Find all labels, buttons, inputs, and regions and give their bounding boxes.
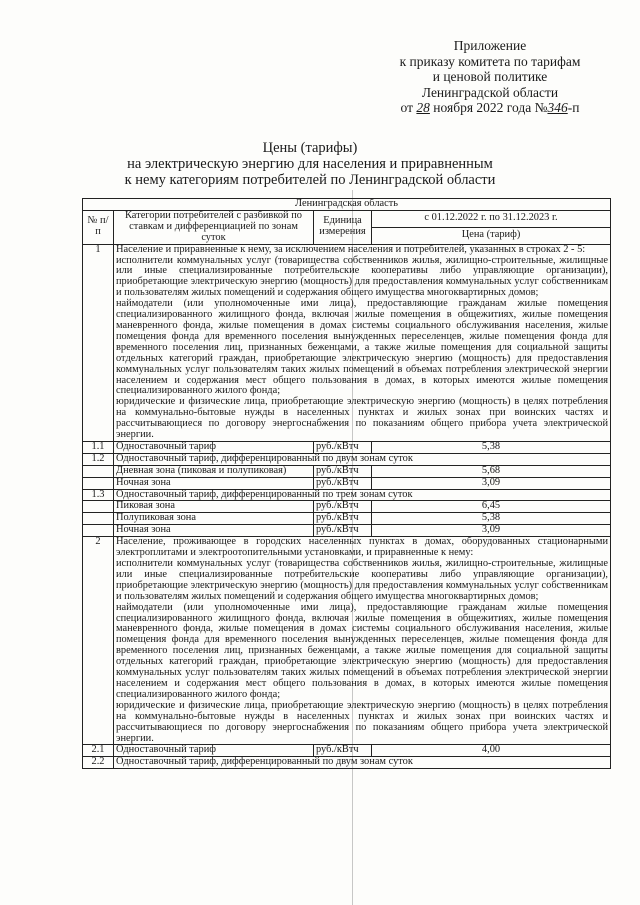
- scan-fold-line: [352, 190, 353, 905]
- unit-cell: руб./кВтч: [314, 745, 372, 757]
- row-number: 1.1: [83, 441, 114, 453]
- tariff-label: Одноставочный тариф: [114, 745, 314, 757]
- row-number: [83, 525, 114, 537]
- price-cell: 5,38: [372, 441, 611, 453]
- category-description: [114, 244, 611, 441]
- row-number: 1.3: [83, 489, 114, 501]
- table-row: [83, 465, 611, 477]
- price-cell: 6,45: [372, 501, 611, 513]
- table-row: [83, 501, 611, 513]
- table-row: [83, 453, 611, 465]
- price-cell: 3,09: [372, 525, 611, 537]
- tariff-group-label: Одноставочный тариф, дифференцированный по двум зонам суток: [114, 757, 611, 769]
- table-row: [83, 537, 611, 745]
- title-line: на электрическую энергию для населения и приравненным: [127, 156, 493, 172]
- tariff-label: Полупиковая зона: [114, 513, 314, 525]
- table-row: [83, 745, 611, 757]
- region-header: Ленинградская область: [83, 199, 611, 211]
- tariff-label: Одноставочный тариф: [114, 441, 314, 453]
- appendix-line: к приказу комитета по тарифам: [399, 53, 581, 69]
- appendix-header: [370, 38, 610, 116]
- description-paragraph: исполнители коммунальных услуг (товарищества собственников жилья, жилищно-строительные, жилищные или иные специализированные потребительские кооперативы либо управляющие организации), приобретающие электрическую энергию (мощность) для предоставления коммунальных услуг собственникам и пользователям жилых помещений и содержания общего имущества многоквартирных домов;: [116, 254, 609, 299]
- description-paragraph: исполнители коммунальных услуг (товарищества собственников жилья, жилищно-строительные, жилищные или иные специализированные потребительские кооперативы либо управляющие организации), приобретающие электрическую энергию (мощность) для предоставления коммунальных услуг собственникам и пользователям жилых помещений и содержания общего имущества многоквартирных домов;: [116, 558, 609, 602]
- table-row: [83, 489, 611, 501]
- title-line: Цены (тарифы): [262, 140, 358, 156]
- table-row: [83, 244, 611, 441]
- unit-cell: руб./кВтч: [314, 525, 372, 537]
- date-prefix: от: [400, 100, 414, 115]
- title-line: к нему категориям потребителей по Ленинградской области: [124, 172, 496, 188]
- tariff-group-label: Одноставочный тариф, дифференцированный по трем зонам суток: [114, 489, 611, 501]
- price-cell: 5,68: [372, 465, 611, 477]
- document-title: [100, 140, 520, 188]
- tariff-label: Ночная зона: [114, 525, 314, 537]
- table-row: [83, 525, 611, 537]
- tariff-label: Ночная зона: [114, 477, 314, 489]
- row-number: 2.2: [83, 757, 114, 769]
- table-row: [83, 477, 611, 489]
- column-header-number: № п/п: [83, 210, 114, 244]
- appendix-line: Приложение: [453, 38, 527, 53]
- description-paragraph: наймодатели (или уполномоченные ими лица), предоставляющие гражданам жилые помещения специализированного жилищного фонда, включая жилые помещения в общежитиях, жилые помещения маневренного фонда, жилые помещения в домах системы социального обслуживания населения, жилые помещения фонда для временного поселения вынужденных переселенцев, жилые помещения фонда для временного поселения лиц, признанных беженцами, а также жилые помещения для социальной защиты отдельных категорий граждан, приобретающие электрическую энергию (мощность) для предоставления коммунальных услуг пользователям таких жилых помещений в объемах потребления электрической энергии населением и содержания мест общего пользования в домах, в которых имеются жилые помещения специализированного жилого фонда;: [116, 298, 609, 397]
- price-cell: 4,00: [372, 745, 611, 757]
- tariff-table: [82, 198, 611, 769]
- row-number: 2.1: [83, 745, 114, 757]
- column-header-period: с 01.12.2022 г. по 31.12.2023 г.: [372, 210, 611, 227]
- description-paragraph: Население, проживающее в городских населенных пунктах в домах, оборудованных стационарными электроплитами и электроотопительными установками, и приравненные к нему:: [116, 536, 609, 559]
- row-number: [83, 501, 114, 513]
- column-header-unit: Единица измерения: [314, 210, 372, 244]
- description-paragraph: юридические и физические лица, приобретающие электрическую энергию (мощность) в целях потребления на коммунально-бытовые нужды в населенных пунктах и жилых зонах при воинских частях и рассчитывающиеся по договору энергоснабжения по показаниям общего прибора учета электрической энергии.: [116, 396, 609, 441]
- category-description: [114, 537, 611, 745]
- row-number: [83, 513, 114, 525]
- row-number: 1: [83, 244, 114, 441]
- unit-cell: руб./кВтч: [314, 465, 372, 477]
- appendix-line: и ценовой политике: [432, 69, 548, 84]
- date-day: 28: [416, 100, 430, 115]
- table-row: [83, 757, 611, 769]
- description-paragraph: юридические и физические лица, приобретающие электрическую энергию (мощность) в целях потребления на коммунально-бытовые нужды в населенных пунктах и жилых зонах при воинских частях и рассчитывающиеся по договору энергоснабжения по показаниям общего прибора учета электрической энергии.: [116, 699, 609, 744]
- row-number: [83, 477, 114, 489]
- table-row: [83, 513, 611, 525]
- price-cell: 5,38: [372, 513, 611, 525]
- row-number: [83, 465, 114, 477]
- description-paragraph: наймодатели (или уполномоченные ими лица), предоставляющие гражданам жилые помещения специализированного жилищного фонда, включая жилые помещения в общежитиях, жилые помещения маневренного фонда, жилые помещения в домах системы социального обслуживания населения, жилые помещения фонда для временного поселения вынужденных переселенцев, жилые помещения фонда для временного поселения лиц, признанных беженцами, а также жилые помещения для социальной защиты отдельных категорий граждан, приобретающие электрическую энергию (мощность) для предоставления коммунальных услуг пользователям таких жилых помещений в объемах потребления электрической энергии населением и содержания мест общего пользования в домах, в которых имеются жилые помещения специализированного жилого фонда;: [116, 601, 609, 700]
- unit-cell: руб./кВтч: [314, 513, 372, 525]
- row-number: 1.2: [83, 453, 114, 465]
- description-paragraph: Население и приравненные к нему, за исключением населения и потребителей, указанных в строках 2 - 5:: [116, 243, 586, 255]
- unit-cell: руб./кВтч: [314, 477, 372, 489]
- order-number: 346: [547, 100, 568, 115]
- column-header-price: Цена (тариф): [372, 227, 611, 244]
- unit-cell: руб./кВтч: [314, 501, 372, 513]
- column-header-category: Категории потребителей с разбивкой по ставкам и дифференциацией по зонам суток: [114, 210, 314, 244]
- order-date-line: [370, 100, 610, 116]
- date-rest: ноября 2022 года №: [433, 100, 548, 115]
- appendix-line: Ленинградской области: [421, 84, 559, 100]
- table-row: [83, 441, 611, 453]
- row-number: 2: [83, 537, 114, 745]
- price-cell: 3,09: [372, 477, 611, 489]
- unit-cell: руб./кВтч: [314, 441, 372, 453]
- tariff-label: Дневная зона (пиковая и полупиковая): [114, 465, 314, 477]
- tariff-group-label: Одноставочный тариф, дифференцированный по двум зонам суток: [114, 453, 611, 465]
- order-suffix: -п: [567, 100, 580, 115]
- tariff-label: Пиковая зона: [114, 501, 314, 513]
